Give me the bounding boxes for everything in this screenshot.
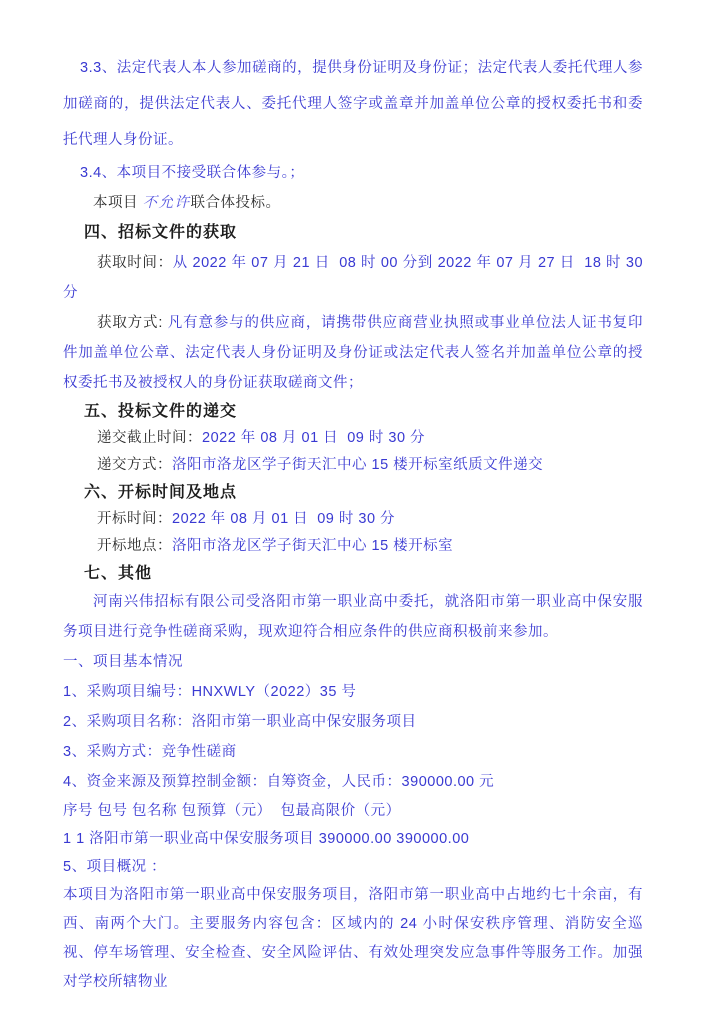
clause-3-3: 3.3、法定代表人本人参加磋商的，提供身份证明及身份证；法定代表人委托代理人参加磋商的，提供法定代表人、委托代理人签字或盖章并加盖单位公章的授权委托书和委托代理人身份证。 — [63, 60, 643, 148]
section-4-heading: 四、招标文件的获取 — [84, 224, 238, 241]
joint-bid-prefix: 本项目 — [93, 195, 143, 211]
section-6-heading: 六、开标时间及地点 — [84, 484, 238, 501]
package-table-header: 序号 包号 包名称 包预算（元） 包最高限价（元） — [63, 803, 401, 819]
submit-method-label: 递交方式： — [97, 457, 172, 473]
section-7-heading: 七、其他 — [84, 565, 153, 582]
open-time-label: 开标时间： — [97, 511, 172, 527]
acquire-time-value: 从 2022 年 07 月 21 日 08 时 00 分到 2022 年 07 月 27 日 18 时 30 分 — [63, 255, 648, 301]
acquire-time-label: 获取时间： — [97, 255, 173, 271]
package-table-row: 1 1 洛阳市第一职业高中保安服务项目 390000.00 390000.00 — [63, 831, 470, 847]
budget-line: 4、资金来源及预算控制金额：自筹资金，人民币：390000.00 元 — [63, 774, 495, 790]
open-place-value: 洛阳市洛龙区学子街天汇中心 15 楼开标室 — [172, 538, 454, 554]
submit-method-value: 洛阳市洛龙区学子街天汇中心 15 楼开标室纸质文件递交 — [172, 457, 544, 473]
acquire-method-paragraph — [63, 308, 643, 398]
project-overview-label: 5、项目概况 ： — [63, 859, 167, 875]
project-name-line: 2、采购项目名称：洛阳市第一职业高中保安服务项目 — [63, 714, 417, 730]
acquire-time-line — [63, 248, 648, 308]
clause-3-4: 3.4、本项目不接受联合体参与。； — [80, 165, 305, 181]
open-time-line — [63, 506, 643, 533]
project-intro-paragraph: 河南兴伟招标有限公司受洛阳市第一职业高中委托，就洛阳市第一职业高中保安服务项目进行竞争性磋商采购，现欢迎符合相应条件的供应商积极前来参加。 — [63, 594, 643, 640]
submit-deadline-value: 2022 年 08 月 01 日 09 时 30 分 — [202, 430, 426, 446]
open-place-line — [63, 533, 643, 560]
acquire-method-label: 获取方式: — [97, 315, 168, 331]
open-place-label: 开标地点： — [97, 538, 172, 554]
procurement-method-line: 3、采购方式：竞争性磋商 — [63, 744, 237, 760]
joint-bid-emphasis: 不允许 — [142, 195, 191, 211]
open-time-value: 2022 年 08 月 01 日 09 时 30 分 — [172, 511, 396, 527]
joint-bid-suffix: 联合体投标。 — [190, 195, 281, 211]
submit-method-line — [63, 452, 643, 479]
joint-bid-note — [63, 188, 643, 218]
acquire-method-value: 凡有意参与的供应商，请携带供应商营业执照或事业单位法人证书复印件加盖单位公章、法定代表人身份证明及身份证或法定代表人签名并加盖单位公章的授权委托书及被授权人的身份证获取磋商文件； — [63, 315, 643, 391]
project-overview-paragraph: 本项目为洛阳市第一职业高中保安服务项目，洛阳市第一职业高中占地约七十余亩，有西、南两个大门。主要服务内容包含：区域内的 24 小时保安秩序管理、消防安全巡视、停车场管理、安全检查、安全风险评估、有效处理突发应急事件等服务工作。加强对学校所辖物业 — [63, 887, 643, 990]
section-5-heading: 五、投标文件的递交 — [84, 403, 238, 420]
submit-deadline-label: 递交截止时间： — [97, 430, 202, 446]
submit-deadline-line — [63, 425, 643, 452]
basic-info-heading: 一、项目基本情况 — [63, 654, 183, 670]
project-number-line: 1、采购项目编号：HNXWLY（2022）35 号 — [63, 684, 357, 700]
